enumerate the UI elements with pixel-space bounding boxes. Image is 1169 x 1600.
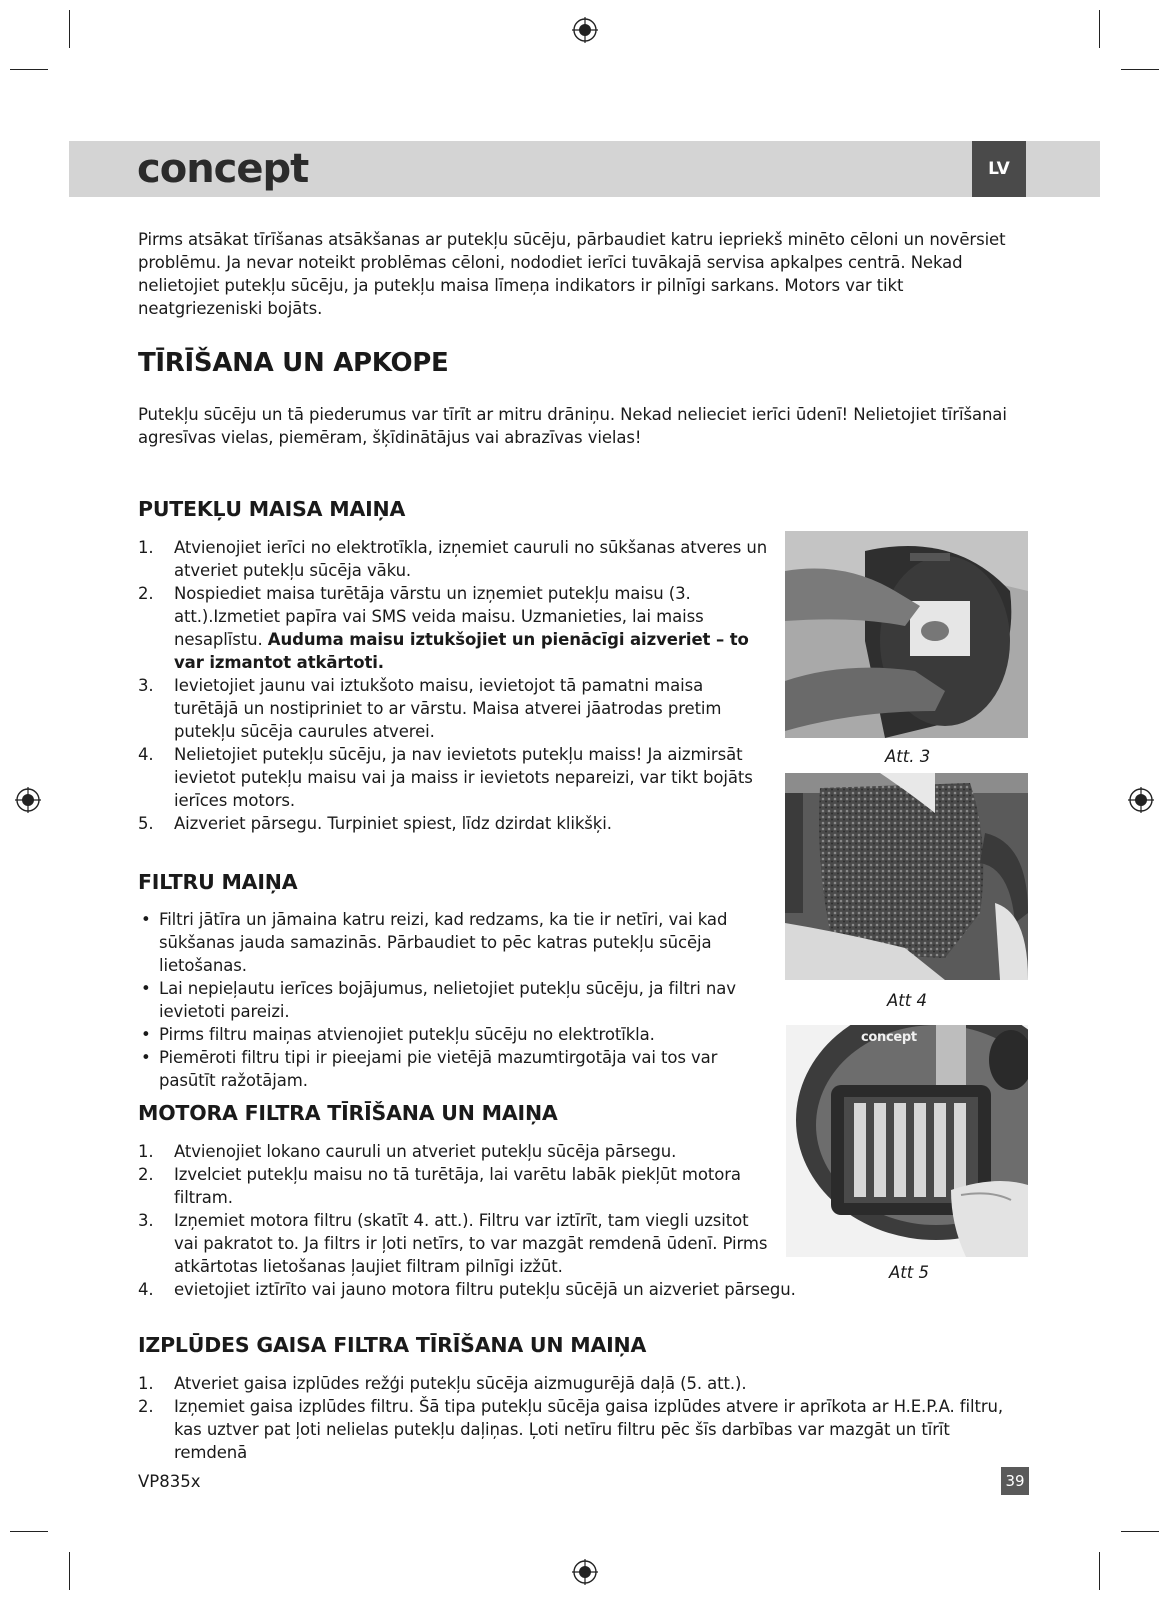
- bag-section-title: PUTEKĻU MAISA MAIŅA: [138, 497, 406, 521]
- footer-model: VP835x: [138, 1472, 201, 1491]
- figure-att3-caption: Att. 3: [885, 747, 931, 766]
- crop-mark: [1121, 1531, 1159, 1532]
- crop-mark: [1099, 10, 1100, 48]
- figure-att5-caption: Att 5: [889, 1263, 929, 1282]
- list-item: 5. Aizveriet pārsegu. Turpiniet spiest, līdz dzirdat klikšķi.: [138, 814, 612, 833]
- language-badge: LV: [972, 141, 1026, 197]
- figure-att4-caption: Att 4: [887, 991, 927, 1010]
- page-number: 39: [1001, 1467, 1029, 1495]
- brand-logo: concept: [137, 146, 309, 192]
- exhaust-steps-list: [138, 1372, 1028, 1464]
- list-item: 1. Atvienojiet lokano cauruli un atveriet putekļu sūcēja pārsegu.: [138, 1142, 677, 1161]
- figure-att5-photo: [786, 1025, 1028, 1257]
- list-item: 1. Atveriet gaisa izplūdes režģi putekļu sūcēja aizmugurējā daļā (5. att.).: [138, 1374, 747, 1393]
- list-item: • Filtri jātīra un jāmaina katru reizi, kad redzams, ka tie ir netīri, vai kad sūkšanas jauda samazinās. Pārbaudiet to pēc katras putekļu sūcēja lietošanas.: [141, 910, 728, 975]
- crop-mark: [1099, 1552, 1100, 1590]
- bold-note: Auduma maisu iztukšojiet un pienācīgi aizveriet – to var izmantot atkārtoti.: [174, 630, 749, 672]
- list-item: 2. Nospiediet maisa turētāja vārstu un izņemiet putekļu maisu (3. att.).Izmetiet papīra vai SMS veida maisu. Uzmanieties, lai maiss nesaplīstu. Auduma maisu iztukšojiet un pienācīgi aizveriet – to var izmantot atkārtoti.: [138, 584, 749, 672]
- bag-steps-list: [138, 536, 768, 835]
- motor-section-title: MOTORA FILTRA TĪRĪŠANA UN MAIŅA: [138, 1101, 558, 1125]
- crop-mark: [1121, 69, 1159, 70]
- intro-paragraph: Pirms atsākat tīrīšanas atsākšanas ar putekļu sūcēju, pārbaudiet katru iepriekš minēto cēloni un novērsiet problēmu. Ja nevar noteikt problēmas cēloni, nododiet ierīci tuvākajā servisa apkalpes centrā. Nekad nelietojiet putekļu sūcēju, ja putekļu maisa līmeņa indikators ir pilnīgi sarkans. Motors var tikt neatgriezeniski bojāts.: [138, 230, 1006, 318]
- registration-mark-icon: [1128, 787, 1154, 813]
- figure-att5-logo: concept: [861, 1030, 917, 1045]
- crop-mark: [69, 10, 70, 48]
- list-item: • Piemēroti filtru tipi ir pieejami pie vietējā mazumtirgotāja vai tos var pasūtīt ražotājam.: [141, 1048, 718, 1090]
- motor-steps-list: [138, 1140, 796, 1301]
- section-title: TĪRĪŠANA UN APKOPE: [138, 348, 449, 378]
- crop-mark: [69, 1552, 70, 1590]
- crop-mark: [10, 1531, 48, 1532]
- exhaust-section-title: IZPLŪDES GAISA FILTRA TĪRĪŠANA UN MAIŅA: [138, 1333, 647, 1357]
- list-item: 3. Izņemiet motora filtru (skatīt 4. att.). Filtru var iztīrīt, tam viegli uzsitot vai pakratot to. Ja filtrs ir ļoti netīrs, to var mazgāt remdenā ūdenī. Pirms atkārtotas lietošanas ļaujiet filtram pilnīgi izžūt.: [138, 1211, 768, 1276]
- registration-mark-icon: [15, 787, 41, 813]
- list-item: 2. Izņemiet gaisa izplūdes filtru. Šā tipa putekļu sūcēja gaisa izplūdes atvere ir aprīkota ar H.E.P.A. filtru, kas uztver pat ļoti nelielas putekļu daļiņas. Ļoti netīru filtru pēc šīs darbības var mazgāt un tīrīt remdenā: [138, 1397, 1004, 1462]
- list-item: 3. Ievietojiet jaunu vai iztukšoto maisu, ievietojot tā pamatni maisa turētājā un nostipriniet to ar vārstu. Maisa atverei jāatrodas pretim putekļu sūcēja caurules atverei.: [138, 676, 722, 741]
- list-item: 4. Nelietojiet putekļu sūcēju, ja nav ievietots putekļu maiss! Ja aizmirsāt ievietot putekļu maisu vai ja maiss ir ievietots nepareizi, var tikt bojāts ierīces motors.: [138, 745, 753, 810]
- filter-section-title: FILTRU MAIŅA: [138, 870, 298, 894]
- list-item: • Lai nepieļautu ierīces bojājumus, nelietojiet putekļu sūcēju, ja filtri nav ievietoti pareizi.: [141, 979, 736, 1021]
- list-item: 1. Atvienojiet ierīci no elektrotīkla, izņemiet cauruli no sūkšanas atveres un atveriet putekļu sūcēja vāku.: [138, 538, 768, 580]
- section-paragraph: Putekļu sūcēju un tā piederumus var tīrīt ar mitru drāniņu. Nekad nelieciet ierīci ūdenī! Nelietojiet tīrīšanai agresīvas vielas, piemēram, šķīdinātājus vai abrazīvas vielas!: [138, 405, 1007, 447]
- list-item: • Pirms filtru maiņas atvienojiet putekļu sūcēju no elektrotīkla.: [141, 1025, 655, 1044]
- crop-mark: [10, 69, 48, 70]
- list-item: 4. evietojiet iztīrīto vai jauno motora filtru putekļu sūcējā un aizveriet pārsegu.: [138, 1280, 796, 1299]
- figure-att3-photo: [785, 531, 1028, 738]
- list-item: 2. Izvelciet putekļu maisu no tā turētāja, lai varētu labāk piekļūt motora filtram.: [138, 1165, 741, 1207]
- registration-mark-icon: [572, 1559, 598, 1585]
- filter-bullets-list: [138, 908, 768, 1092]
- figure-att4-photo: [785, 773, 1028, 980]
- registration-mark-icon: [572, 17, 598, 43]
